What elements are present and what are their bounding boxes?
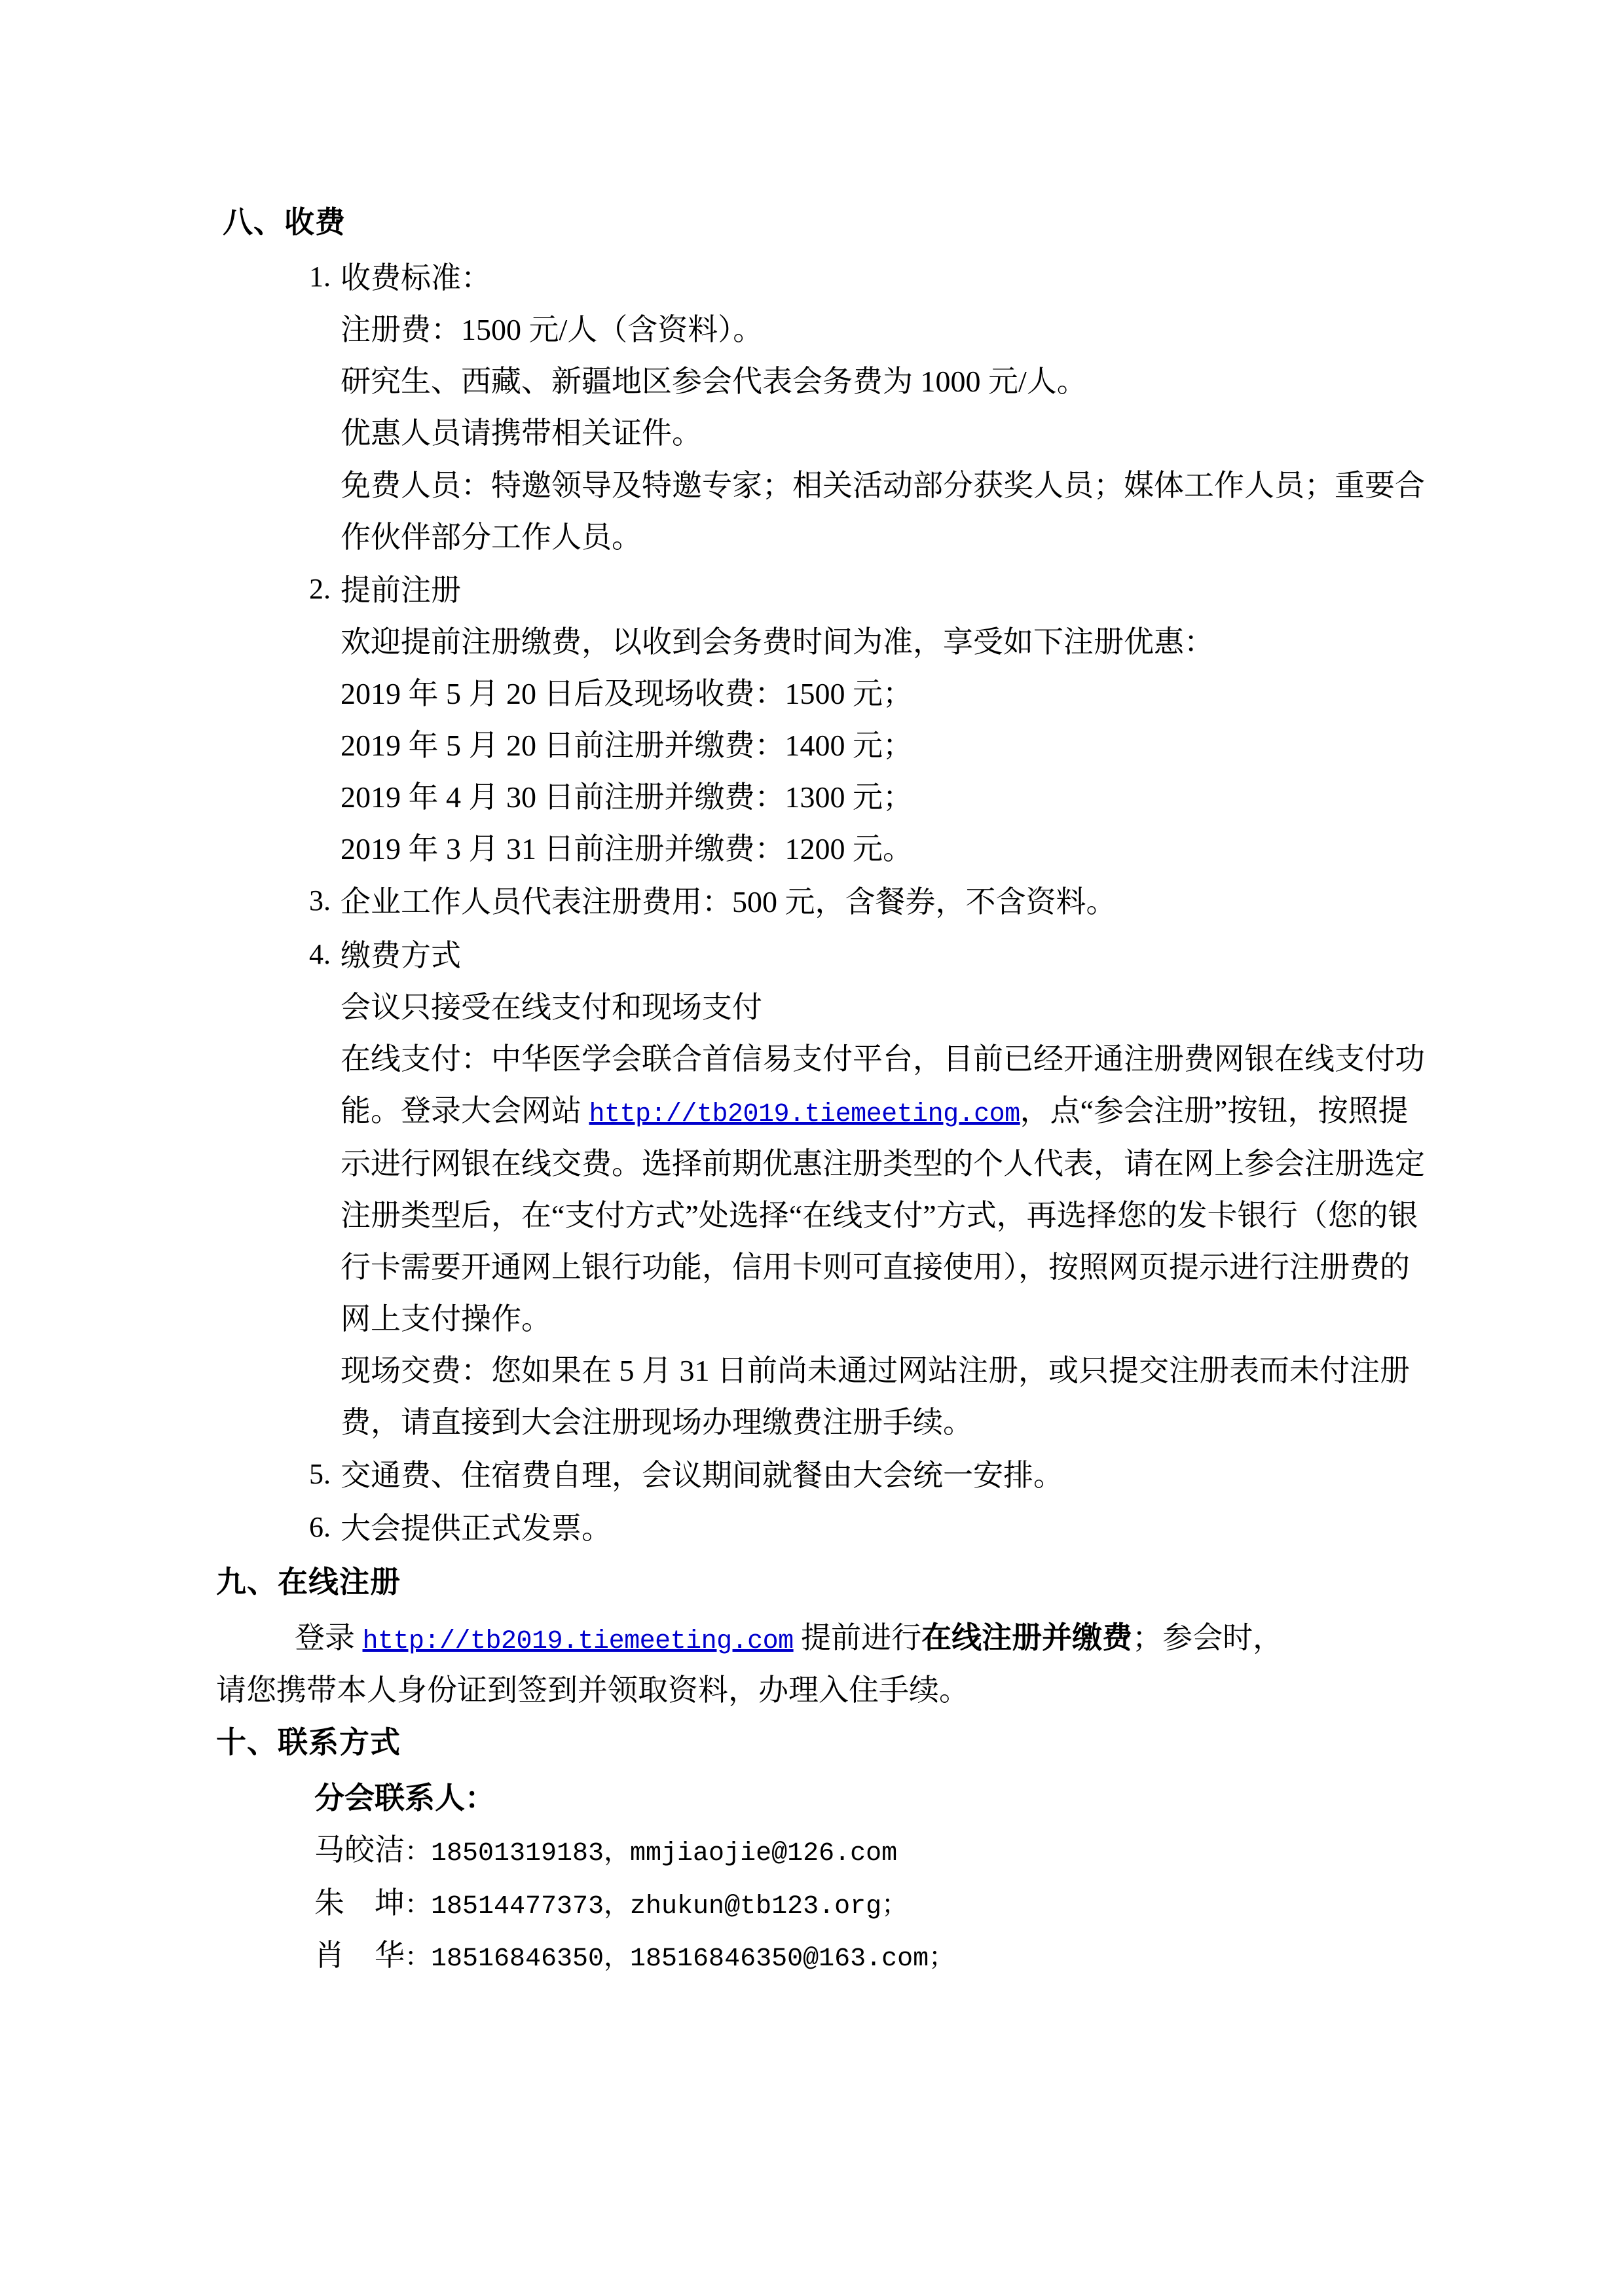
onsite-payment-paragraph: 现场交费：您如果在 5 月 31 日前尚未通过网站注册，或只提交注册表而未付注册费，请直接到大会注册现场办理缴费注册手续。 [341,1354,1410,1440]
list-item-title: 缴费方式 [341,938,461,972]
section-heading-fees: 八、收费 [223,206,346,239]
list-number: 2. [309,572,331,605]
list-item-title: 收费标准： [341,261,491,295]
online-registration-paragraph [295,1612,1428,1665]
contact-detail: ：18514477373，zhukun@tb123.org； [405,1891,908,1922]
contact-row [314,1877,1428,1930]
registration-website-link[interactable]: http://tb2019.tiemeeting.com [362,1626,794,1656]
contact-detail: ：18516846350，18516846350@163.com； [405,1944,955,1975]
early-registration-rate-2: 2019 年 5 月 20 日前注册并缴费：1400 元； [341,729,913,763]
register-suffix: ；参会时， [1132,1620,1283,1654]
list-item [262,1449,1428,1501]
list-number: 3. [309,884,331,917]
payment-methods-line: 会议只接受在线支付和现场支付 [341,990,762,1024]
online-payment-suffix: ，点“参会注册”按钮，按照提示进行网银在线交费。选择前期优惠注册类型的个人代表，请在网上参会注册选定注册类型后，在“支付方式”处选择“在线支付”方式，再选择您的发卡银行（您的银行卡需要开通网上银行功能，信用卡则可直接使用），按照网页提示进行注册费的网上支付操作。 [341,1093,1425,1336]
contact-name: 马皎洁 [314,1832,405,1867]
register-middle: 提前进行 [793,1620,922,1654]
fee-standard-line-3: 优惠人员请携带相关证件。 [341,416,702,450]
online-registration-line-2: 请您携带本人身份证到签到并领取资料，办理入住手续。 [216,1673,969,1707]
early-registration-rate-3: 2019 年 4 月 30 日前注册并缴费：1300 元； [341,780,913,814]
section-heading-contact: 十、联系方式 [216,1725,401,1759]
contact-subheading: 分会联系人： [314,1781,495,1815]
contact-detail: ：18501319183，mmjiaojie@126.com [405,1838,898,1868]
list-number: 5. [309,1458,331,1491]
list-item-title: 企业工作人员代表注册费用：500 元，含餐券，不含资料。 [341,885,1116,919]
contact-name: 朱 坤 [314,1886,405,1920]
contact-row [314,1824,1428,1877]
online-payment-paragraph [341,1033,1428,1345]
conference-website-link[interactable]: http://tb2019.tiemeeting.com [589,1099,1020,1129]
list-item-title: 提前注册 [341,573,461,607]
list-number: 4. [309,938,331,970]
fee-standard-line-1: 注册费：1500 元/人（含资料）。 [341,313,764,347]
register-prefix: 登录 [295,1620,363,1654]
list-item [262,564,1428,875]
list-item [262,1503,1428,1554]
list-number: 6. [309,1511,331,1544]
fee-standard-line-2: 研究生、西藏、新疆地区参会代表会务费为 1000 元/人。 [341,365,1087,399]
list-item-title: 大会提供正式发票。 [341,1512,612,1546]
list-item [262,930,1428,1449]
fees-list [196,252,1428,1554]
contact-name: 肖 华 [314,1939,405,1973]
register-bold-phrase: 在线注册并缴费 [921,1620,1133,1654]
contact-row [314,1929,1428,1982]
early-registration-rate-4: 2019 年 3 月 31 日前注册并缴费：1200 元。 [341,832,913,866]
list-item [262,876,1428,928]
section-heading-online-registration: 九、在线注册 [216,1565,401,1599]
list-item [262,252,1428,563]
early-registration-intro: 欢迎提前注册缴费，以收到会务费时间为准，享受如下注册优惠： [341,625,1214,659]
list-item-title: 交通费、住宿费自理，会议期间就餐由大会统一安排。 [341,1459,1063,1493]
document-body [196,196,1428,1982]
fee-standard-line-4: 免费人员：特邀领导及特邀专家；相关活动部分获奖人员；媒体工作人员；重要合作伙伴部分工作人员。 [341,468,1425,554]
online-payment-prefix: 在线支付：中华医学会联合首信易支付平台，目前已经开通注册费网银在线支付功能。登录大会网站 [341,1042,1425,1127]
list-number: 1. [309,261,331,293]
early-registration-rate-1: 2019 年 5 月 20 日后及现场收费：1500 元； [341,676,913,710]
